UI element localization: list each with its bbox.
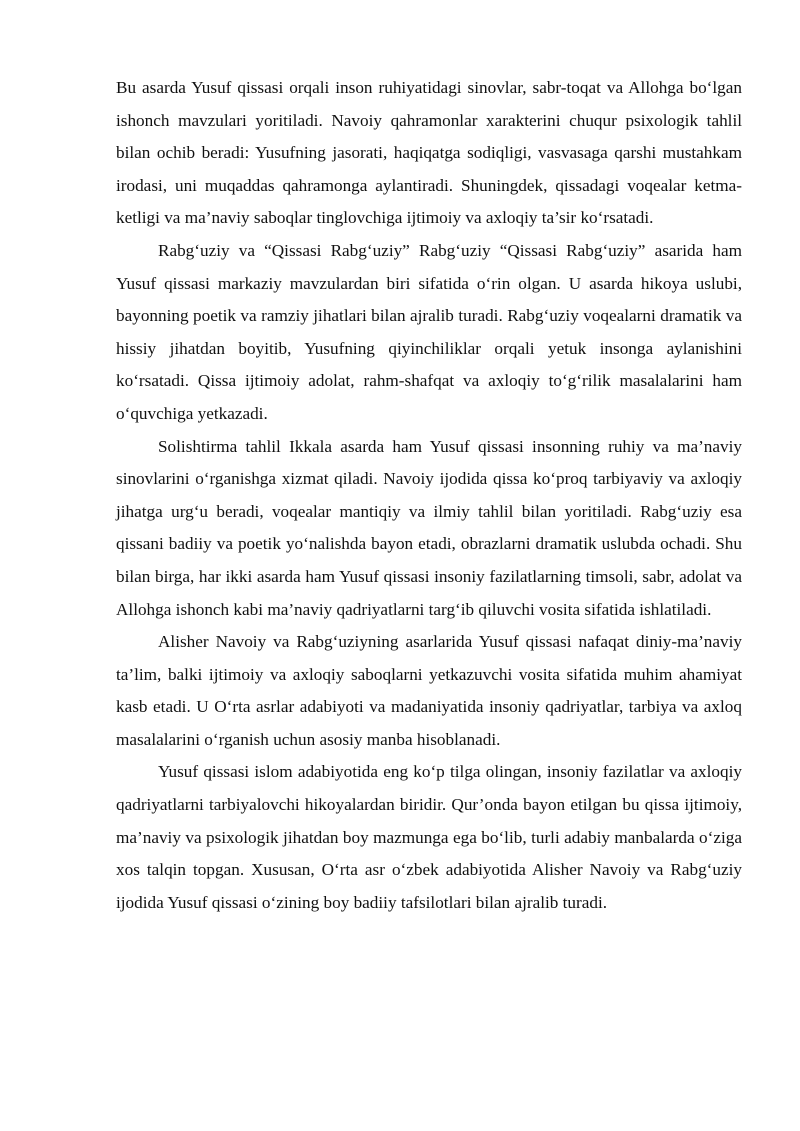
paragraph-comparative-analysis: Solishtirma tahlil Ikkala asarda ham Yusuf qissasi insonning ruhiy va ma’naviy sinovlarini o‘rganishga xizmat qiladi. Navoiy ijodida qissa ko‘proq tarbiyaviy va axloqiy jihatga urg‘u beradi, voqealar mantiqiy va ilmiy tahlil bilan yoritiladi. Rabg‘uziy esa qissani badiiy va poetik yo‘nalishda bayon etadi, obrazlarni dramatik uslubda ochadi. Shu bilan birga, har ikki asarda ham Yusuf qissasi insoniy fazilatlarning timsoli, sabr, adolat va Allohga ishonch kabi ma’naviy qadriyatlarni targ‘ib qiluvchi vosita sifatida ishlatiladi. <box>116 436 742 619</box>
document-body <box>116 72 742 919</box>
paragraph-yusuf-in-islamic-literature: Yusuf qissasi islom adabiyotida eng ko‘p tilga olingan, insoniy fazilatlar va axloqiy qadriyatlarni tarbiyalovchi hikoyalardan biridir. Qur’onda bayon etilgan bu qissa ijtimoiy, ma’naviy va psixologik jihatdan boy mazmunga ega bo‘lib, turli adabiy manbalarda o‘ziga xos talqin topgan. Xususan, O‘rta asr o‘zbek adabiyotida Alisher Navoiy va Rabg‘uziy ijodida Yusuf qissasi o‘zining boy badiiy tafsilotlari bilan ajralib turadi. <box>116 762 742 912</box>
paragraph-rabguziy-qissasi: Rabg‘uziy va “Qissasi Rabg‘uziy” Rabg‘uziy “Qissasi Rabg‘uziy” asarida ham Yusuf qissasi markaziy mavzulardan biri sifatida o‘rin olgan. U asarda hikoya uslubi, bayonning poetik va ramziy jihatlari bilan ajralib turadi. Rabg‘uziy voqealarni dramatik va hissiy jihatdan boyitib, Yusufning qiyinchiliklar orqali yetuk insonga aylanishini ko‘rsatadi. Qissa ijtimoiy adolat, rahm-shafqat va axloqiy to‘g‘rilik masalalarini ham o‘quvchiga yetkazadi. <box>116 240 742 423</box>
paragraph-navoiy-themes: Bu asarda Yusuf qissasi orqali inson ruhiyatidagi sinovlar, sabr-toqat va Allohga bo‘lgan ishonch mavzulari yoritiladi. Navoiy qahramonlar xarakterini chuqur psixologik tahlil bilan ochib beradi: Yusufning jasorati, haqiqatga sodiqligi, vasvasaga qarshi mustahkam irodasi, uni muqaddas qahramonga aylantiradi. Shuningdek, qissadagi voqealar ketma-ketligi va ma’naviy saboqlar tinglovchiga ijtimoiy va axloqiy ta’sir ko‘rsatadi. <box>116 78 742 228</box>
paragraph-significance: Alisher Navoiy va Rabg‘uziyning asarlarida Yusuf qissasi nafaqat diniy-ma’naviy ta’lim, balki ijtimoiy va axloqiy saboqlarni yetkazuvchi vosita sifatida muhim ahamiyat kasb etadi. U O‘rta asrlar adabiyoti va madaniyatida insoniy qadriyatlar, tarbiya va axloq masalalarini o‘rganish uchun asosiy manba hisoblanadi. <box>116 632 742 749</box>
